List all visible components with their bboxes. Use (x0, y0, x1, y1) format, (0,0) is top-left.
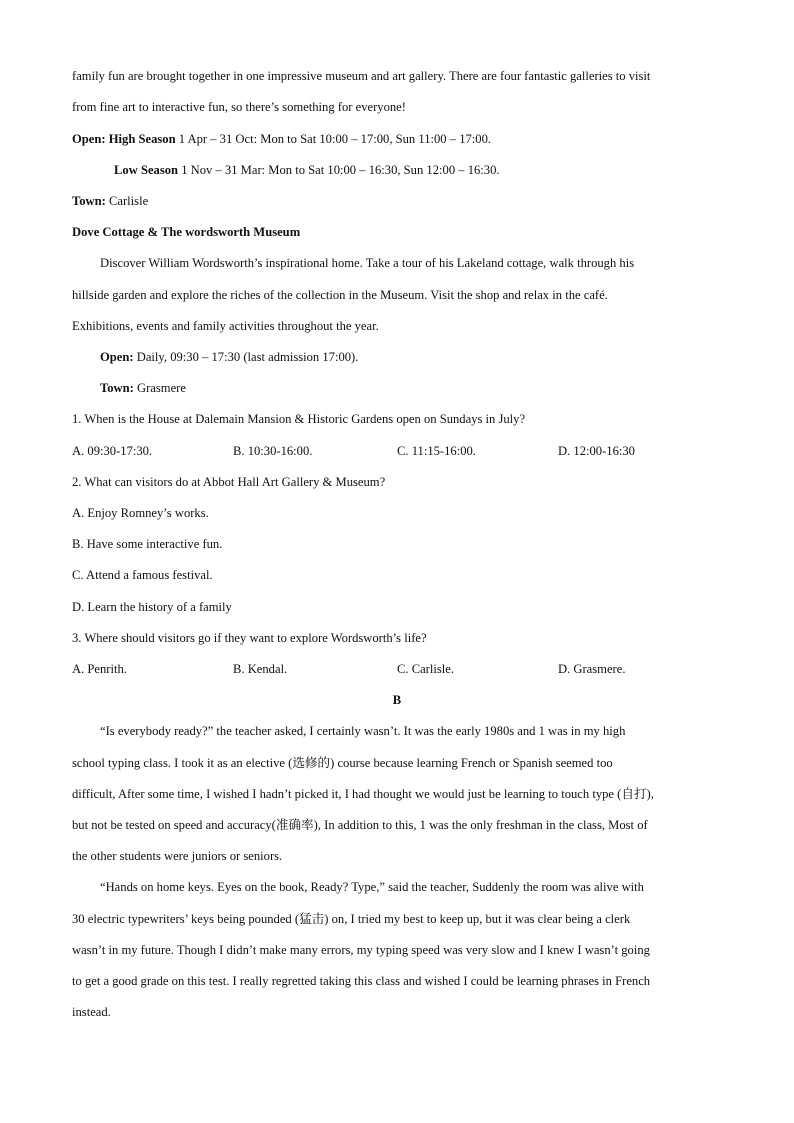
q3-option-c: C. Carlisle. (397, 662, 455, 676)
passage-a-line-1: family fun are brought together in one impressive museum and art gallery. There are four fantastic galleries to visit (72, 69, 651, 83)
story-line-7: 30 electric typewriters’ keys being pounded (猛击) on, I tried my best to keep up, but it was clear being a clerk (72, 912, 631, 926)
q2-option-a: A. Enjoy Romney’s works. (72, 506, 209, 520)
story-line-1: “Is everybody ready?” the teacher asked, I certainly wasn’t. It was the early 1980s and 1 was in my high (100, 724, 626, 738)
story-line-9: to get a good grade on this test. I really regretted taking this class and wished I could be learning phrases in French (72, 974, 651, 988)
story-line-3: difficult, After some time, I wished I hadn’t picked it, I had thought we would just be learning to touch type (自打), (72, 787, 654, 801)
low-season-hours: 1 Nov – 31 Mar: Mon to Sat 10:00 – 16:30, Sun 12:00 – 16:30. (178, 163, 500, 177)
story-line-2: school typing class. I took it as an elective (选修的) course because learning French or Spanish seemed too (72, 756, 613, 770)
story-line-8: wasn’t in my future. Though I didn’t make many errors, my typing speed was very slow and I knew I wasn’t going (72, 943, 650, 957)
low-season-line (114, 162, 500, 178)
dove-paragraph-line-1: Discover William Wordsworth’s inspirational home. Take a tour of his Lakeland cottage, walk through his (100, 256, 635, 270)
dove-open-line (100, 349, 358, 365)
q1-option-c: C. 11:15-16:00. (397, 444, 476, 458)
high-season-label: High Season (108, 132, 176, 146)
story-line-4: but not be tested on speed and accuracy(准确率), In addition to this, 1 was the only freshman in the class, Most of (72, 818, 648, 832)
story-line-5: the other students were juniors or seniors. (72, 849, 283, 863)
dove-open-value: Daily, 09:30 – 17:30 (last admission 17:00). (133, 350, 359, 364)
open-label: Open: (72, 132, 106, 146)
high-season-line (72, 131, 491, 147)
question-3: 3. Where should visitors go if they want to explore Wordsworth’s life? (72, 631, 427, 645)
q2-option-d: D. Learn the history of a family (72, 600, 232, 614)
q3-option-d: D. Grasmere. (558, 662, 626, 676)
q3-option-b: B. Kendal. (233, 662, 288, 676)
q1-option-d: D. 12:00-16:30 (558, 444, 635, 458)
dove-paragraph-line-3: Exhibitions, events and family activities throughout the year. (72, 319, 379, 333)
story-line-6: “Hands on home keys. Eyes on the book, Ready? Type,” said the teacher, Suddenly the room was alive with (100, 880, 644, 894)
dove-town-value: Grasmere (133, 381, 186, 395)
dove-town-line (100, 380, 186, 396)
dove-paragraph-line-2: hillside garden and explore the riches of the collection in the Museum. Visit the shop and relax in the café. (72, 288, 608, 302)
dove-town-label: Town: (100, 381, 134, 395)
dove-cottage-title: Dove Cottage & The wordsworth Museum (72, 225, 301, 239)
town-carlisle-line (72, 193, 148, 209)
q1-option-a: A. 09:30-17:30. (72, 444, 153, 458)
dove-open-label: Open: (100, 350, 134, 364)
high-season-hours: 1 Apr – 31 Oct: Mon to Sat 10:00 – 17:00, Sun 11:00 – 17:00. (175, 132, 492, 146)
q2-option-c: C. Attend a famous festival. (72, 568, 213, 582)
question-1: 1. When is the House at Dalemain Mansion & Historic Gardens open on Sundays in July? (72, 412, 526, 426)
town-label: Town: (72, 194, 106, 208)
question-3-options (72, 661, 732, 677)
story-line-10: instead. (72, 1005, 111, 1019)
passage-a-line-2: from fine art to interactive fun, so there’s something for everyone! (72, 100, 406, 114)
low-season-label: Low Season (114, 163, 179, 177)
question-2: 2. What can visitors do at Abbot Hall Art Gallery & Museum? (72, 475, 386, 489)
question-1-options (72, 443, 732, 459)
q1-option-b: B. 10:30-16:00. (233, 444, 313, 458)
q3-option-a: A. Penrith. (72, 662, 127, 676)
town-value: Carlisle (105, 194, 149, 208)
section-b-heading: B (392, 693, 402, 707)
q2-option-b: B. Have some interactive fun. (72, 537, 223, 551)
